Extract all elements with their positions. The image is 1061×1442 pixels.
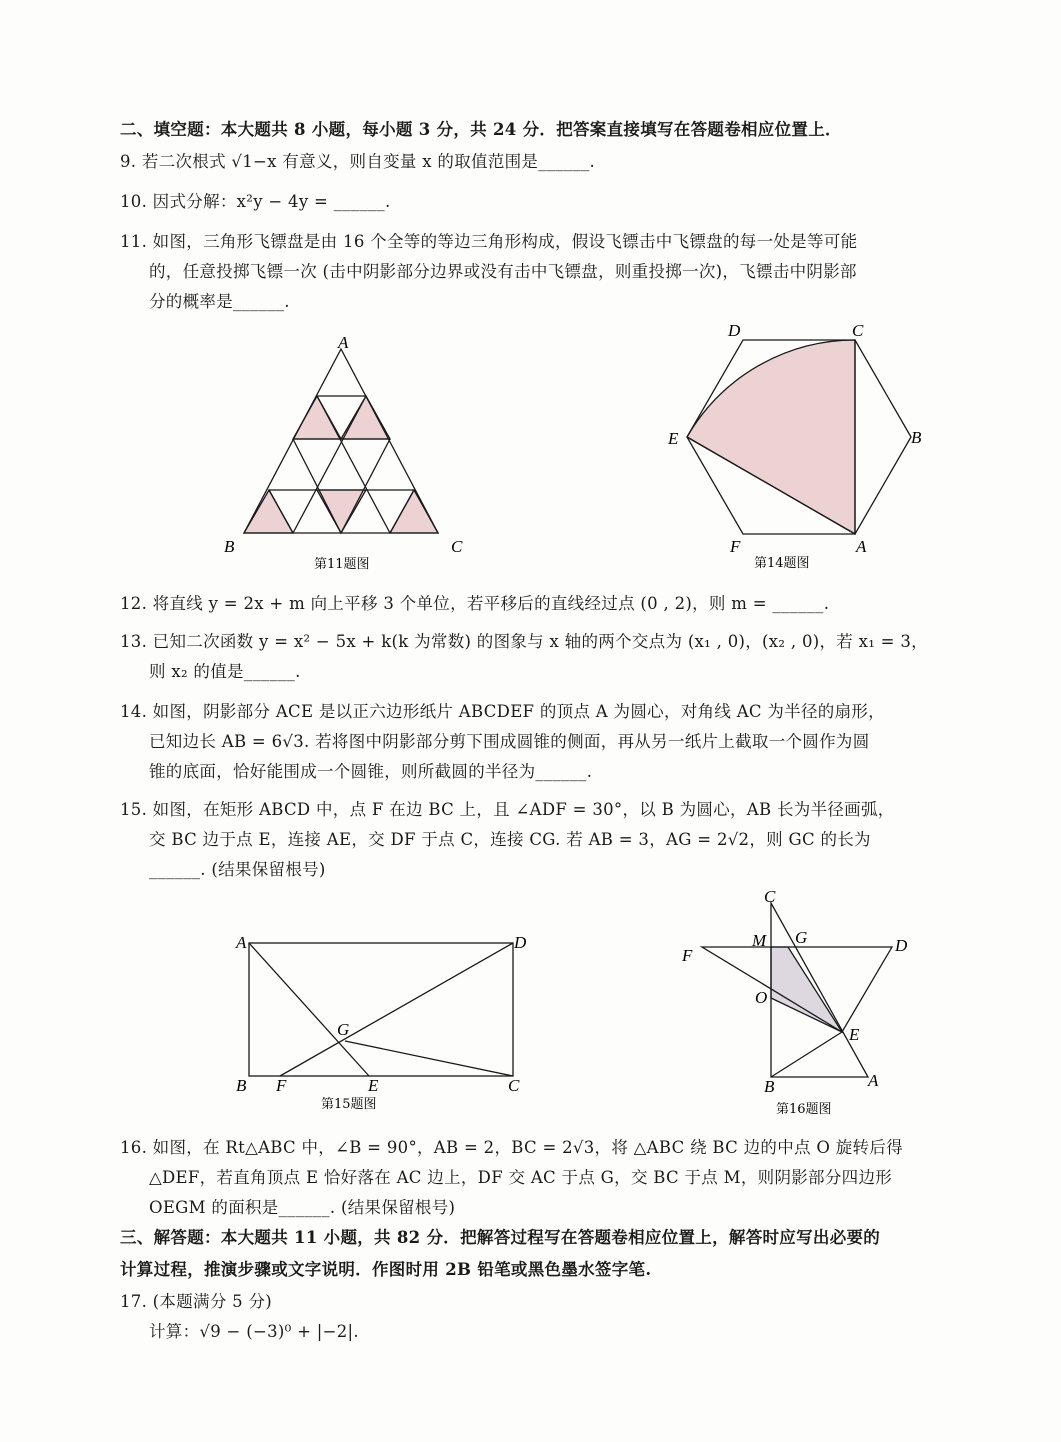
- fig14-label-E: E: [668, 429, 679, 448]
- fig16-label-F: F: [682, 946, 693, 965]
- question-17-title: 17. (本题满分 5 分): [120, 1292, 273, 1311]
- question-16-line3: OEGM 的面积是______. (结果保留根号): [149, 1198, 456, 1217]
- shaded-triangle: [244, 490, 293, 533]
- question-14-line1: 14. 如图，阴影部分 ACE 是以正六边形纸片 ABCDEF 的顶点 A 为圆心，对角线 AC 为半径的扇形，: [120, 702, 885, 721]
- section-2-heading: 二、填空题：本大题共 8 小题，每小题 3 分，共 24 分．把答案直接填写在答题卷相应位置上．: [120, 120, 842, 139]
- fig11-label-C: C: [451, 537, 463, 556]
- fig16-label-M: M: [752, 931, 767, 950]
- fig15-label-G: G: [337, 1020, 350, 1039]
- fig15-label-E: E: [368, 1076, 379, 1095]
- fig14-label-A: A: [856, 537, 867, 556]
- fig14-label-C: C: [852, 321, 864, 340]
- fig15-label-D: D: [514, 933, 527, 952]
- figure-14: [660, 318, 930, 578]
- question-15-line1: 15. 如图，在矩形 ABCD 中，点 F 在边 BC 上，且 ∠ADF = 30°，以 B 为圆心，AB 长为半径画弧，: [120, 800, 895, 819]
- question-12: 12. 将直线 y = 2x + m 向上平移 3 个单位，若平移后的直线经过点 (0 , 2)，则 m = ______.: [120, 594, 830, 613]
- question-11-line1: 11. 如图，三角形飞镖盘是由 16 个全等的等边三角形构成，假设飞镖击中飞镖盘的每一处是等可能: [120, 232, 858, 251]
- rectangle-ABCD: [249, 943, 513, 1076]
- question-11-line3: 分的概率是______.: [149, 292, 290, 311]
- question-15-line2: 交 BC 边于点 E，连接 AE，交 DF 于点 C，连接 CG. 若 AB = 3，AG = 2√2，则 GC 的长为: [149, 830, 871, 849]
- question-16-line2: △DEF，若直角顶点 E 恰好落在 AC 边上，DF 交 AC 于点 G，交 BC 于点 M，则阴影部分四边形: [149, 1168, 893, 1187]
- fig15-label-C: C: [508, 1076, 520, 1095]
- fig15-label-B: B: [236, 1076, 247, 1095]
- question-15-line3: ______. (结果保留根号): [149, 860, 326, 879]
- question-14-line2: 已知边长 AB = 6√3. 若将图中阴影部分剪下围成圆锥的侧面，再从另一纸片上截取一个圆作为圆: [149, 732, 870, 751]
- segment-DF: [280, 943, 513, 1076]
- segment-BE: [771, 1032, 842, 1077]
- fig16-label-O: O: [755, 988, 768, 1007]
- fig14-label-D: D: [728, 321, 741, 340]
- question-13-line2: 则 x₂ 的值是______.: [149, 662, 301, 681]
- shaded-triangle: [293, 396, 341, 439]
- section-3-heading-line2: 计算过程，推演步骤或文字说明．作图时用 2B 铅笔或黑色墨水签字笔.: [120, 1260, 652, 1279]
- question-11-line2: 的，任意投掷飞镖一次 (击中阴影部分边界或没有击中飞镖盘，则重投掷一次)，飞镖击中阴影部: [149, 262, 857, 281]
- shaded-triangle: [390, 490, 438, 533]
- fig15-caption: 第15题图: [321, 1097, 377, 1112]
- fig11-label-A: A: [338, 333, 349, 352]
- section-3-heading-line1: 三、解答题：本大题共 11 小题，共 82 分．把解答过程写在答题卷相应位置上，解答时应写出必要的: [120, 1228, 881, 1247]
- shaded-triangle: [341, 396, 390, 439]
- fig11-caption: 第11题图: [314, 557, 370, 572]
- question-17-text: 计算：√9 − (−3)⁰ + |−2|.: [149, 1322, 359, 1341]
- segment-GC: [345, 1041, 513, 1076]
- segment-AE: [249, 943, 369, 1076]
- shaded-quadrilateral-OEGM: [771, 947, 842, 1032]
- fig16-caption: 第16题图: [776, 1102, 832, 1117]
- figure-11: [220, 330, 480, 575]
- fig15-label-A: A: [236, 933, 247, 952]
- shaded-sector: [687, 340, 855, 534]
- question-9: 9. 若二次根式 √1−x 有意义，则自变量 x 的取值范围是______.: [120, 152, 596, 171]
- fig16-label-B: B: [764, 1077, 775, 1096]
- fig16-label-D: D: [895, 936, 908, 955]
- figure-15: [225, 925, 535, 1120]
- fig16-label-C: C: [764, 887, 776, 906]
- question-10: 10. 因式分解：x²y − 4y = ______.: [120, 192, 391, 211]
- fig15-label-F: F: [276, 1076, 287, 1095]
- question-14-line3: 锥的底面，恰好能围成一个圆锥，则所截圆的半径为______.: [149, 762, 593, 781]
- figure-16: [672, 885, 932, 1125]
- fig14-label-B: B: [911, 428, 922, 447]
- fig14-caption: 第14题图: [754, 556, 810, 571]
- fig14-label-F: F: [730, 537, 741, 556]
- fig16-label-E: E: [849, 1025, 860, 1044]
- shaded-triangle: [317, 490, 366, 533]
- question-16-line1: 16. 如图，在 Rt△ABC 中，∠B = 90°，AB = 2，BC = 2√3，将 △ABC 绕 BC 边的中点 O 旋转后得: [120, 1138, 903, 1157]
- question-13-line1: 13. 已知二次函数 y = x² − 5x + k(k 为常数) 的图象与 x 轴的两个交点为 (x₁ , 0)，(x₂ , 0)，若 x₁ = 3，: [120, 632, 928, 651]
- fig16-label-A: A: [868, 1071, 879, 1090]
- fig11-label-B: B: [224, 537, 235, 556]
- fig16-label-G: G: [795, 928, 808, 947]
